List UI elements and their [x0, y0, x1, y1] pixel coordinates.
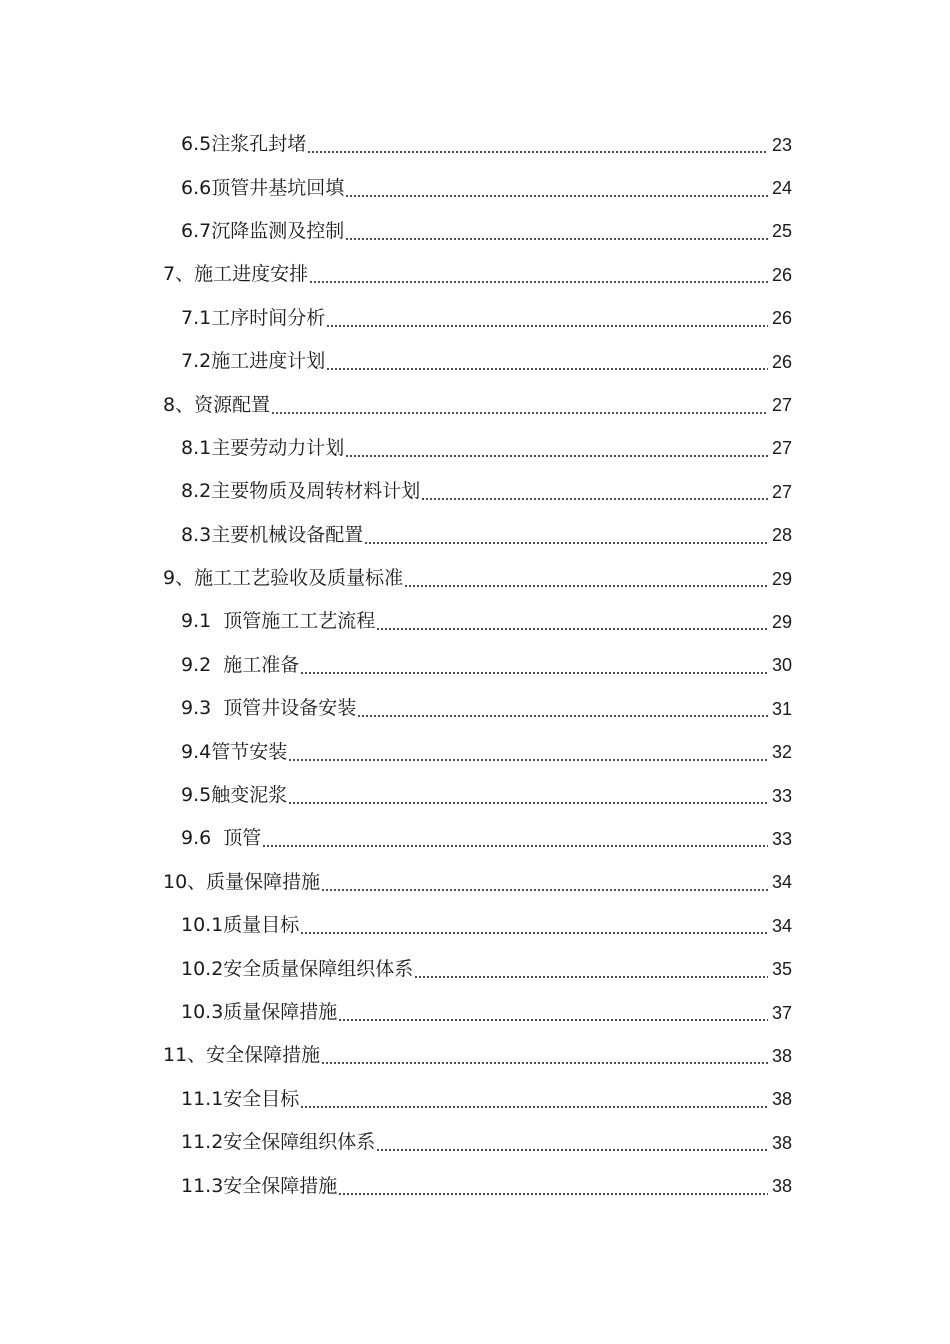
toc-dot-leader	[326, 309, 768, 328]
toc-page-number: 33	[771, 828, 792, 849]
toc-page-number: 37	[771, 1002, 792, 1023]
toc-dot-leader	[288, 743, 768, 762]
toc-entry[interactable]	[0, 514, 792, 557]
toc-page-number: 24	[771, 178, 792, 199]
toc-dot-leader	[300, 916, 768, 935]
toc-page-number: 28	[771, 525, 792, 546]
toc-entry[interactable]	[0, 210, 792, 253]
toc-dot-leader	[376, 612, 768, 631]
toc-entry-title: 8、资源配置	[163, 393, 271, 416]
toc-page-number: 33	[771, 785, 792, 806]
toc-page-number: 23	[771, 134, 792, 155]
toc-entry[interactable]	[0, 383, 792, 426]
toc-page-number: 31	[771, 698, 792, 719]
toc-dot-leader	[321, 873, 768, 892]
toc-dot-leader	[271, 396, 768, 415]
toc-entry-title: 8.2主要物质及周转材料计划	[181, 480, 421, 503]
toc-page-number: 32	[771, 742, 792, 763]
toc-entry-title: 9、施工工艺验收及质量标准	[163, 567, 404, 590]
toc-page-number: 30	[771, 655, 792, 676]
toc-entry[interactable]	[0, 123, 792, 166]
toc-page-number: 38	[771, 1176, 792, 1197]
toc-page-number: 29	[771, 611, 792, 632]
toc-dot-leader	[338, 1003, 768, 1022]
toc-entry[interactable]	[0, 427, 792, 470]
toc-dot-leader	[376, 1133, 768, 1152]
toc-entry[interactable]	[0, 687, 792, 730]
toc-entry[interactable]	[0, 730, 792, 773]
toc-dot-leader	[338, 1177, 768, 1196]
toc-dot-leader	[321, 1046, 768, 1065]
toc-entry-title: 6.7沉降监测及控制	[181, 219, 345, 242]
toc-entry-title: 7.2施工进度计划	[181, 350, 326, 373]
toc-entry[interactable]	[0, 861, 792, 904]
toc-entry-title: 11.1安全目标	[181, 1087, 300, 1110]
toc-dot-leader	[288, 786, 768, 805]
toc-page-number: 27	[771, 395, 792, 416]
toc-page-number: 38	[771, 1089, 792, 1110]
toc-entry-title: 9.4管节安装	[181, 740, 288, 763]
toc-entry-title: 6.6顶管井基坑回填	[181, 176, 345, 199]
toc-page-number: 26	[771, 351, 792, 372]
toc-entry[interactable]	[0, 253, 792, 296]
toc-entry-title: 10.3质量保障措施	[181, 1001, 338, 1023]
toc-dot-leader	[345, 222, 768, 241]
toc-entry-title: 10.2安全质量保障组织体系	[181, 957, 414, 980]
toc-dot-leader	[309, 265, 768, 284]
toc-entry-title: 11、安全保障措施	[163, 1044, 321, 1067]
toc-entry-title: 6.5注浆孔封堵	[181, 133, 307, 156]
toc-dot-leader	[421, 482, 768, 501]
toc-page-number: 34	[771, 915, 792, 936]
toc-entry[interactable]	[0, 947, 792, 990]
toc-page-number: 29	[771, 568, 792, 589]
toc-entry[interactable]	[0, 297, 792, 340]
toc-entry[interactable]	[0, 166, 792, 209]
toc-page-number: 26	[771, 308, 792, 329]
toc-entry[interactable]	[0, 991, 792, 1034]
toc-page-number: 27	[771, 481, 792, 502]
toc-dot-leader	[300, 1090, 768, 1109]
toc-entry[interactable]	[0, 774, 792, 817]
toc-entry-title: 10.1质量目标	[181, 914, 300, 937]
toc-entry-title: 9.2 施工准备	[181, 653, 300, 676]
toc-dot-leader	[404, 569, 768, 588]
toc-entry[interactable]	[0, 1121, 792, 1164]
toc-entry-title: 8.3主要机械设备配置	[181, 523, 364, 546]
toc-entry[interactable]	[0, 644, 792, 687]
toc-page-number: 25	[771, 221, 792, 242]
toc-entry-title: 7.1工序时间分析	[181, 306, 326, 329]
toc-entry-title: 11.2安全保障组织体系	[181, 1131, 376, 1154]
toc-page-number: 27	[771, 438, 792, 459]
toc-entry[interactable]	[0, 557, 792, 600]
toc-dot-leader	[414, 960, 768, 979]
toc-dot-leader	[345, 179, 768, 198]
toc-entry-title: 9.5触变泥浆	[181, 784, 288, 807]
toc-entry-title: 10、质量保障措施	[163, 870, 321, 893]
toc-entry-title: 9.6 顶管	[181, 827, 262, 850]
toc-entry[interactable]	[0, 1078, 792, 1121]
toc-entry[interactable]	[0, 1034, 792, 1077]
toc-page-number: 38	[771, 1132, 792, 1153]
toc-dot-leader	[364, 526, 768, 545]
toc-dot-leader	[307, 135, 768, 154]
toc-page-number: 26	[771, 264, 792, 285]
toc-page-number: 34	[771, 872, 792, 893]
toc-dot-leader	[357, 699, 768, 718]
toc-dot-leader	[300, 656, 768, 675]
toc-page-number: 35	[771, 959, 792, 980]
toc-entry[interactable]	[0, 817, 792, 860]
toc-entry-title: 8.1主要劳动力计划	[181, 436, 345, 459]
toc-entry[interactable]	[0, 600, 792, 643]
table-of-contents	[0, 123, 950, 1208]
toc-entry-title: 9.1 顶管施工工艺流程	[181, 610, 376, 633]
toc-entry[interactable]	[0, 1164, 792, 1207]
toc-entry[interactable]	[0, 470, 792, 513]
toc-entry-title: 11.3安全保障措施	[181, 1174, 338, 1197]
toc-dot-leader	[262, 829, 768, 848]
toc-entry-title: 9.3 顶管井设备安装	[181, 697, 357, 720]
toc-dot-leader	[345, 439, 768, 458]
toc-entry-title: 7、施工进度安排	[163, 263, 309, 286]
toc-dot-leader	[326, 352, 768, 371]
toc-entry[interactable]	[0, 904, 792, 947]
toc-entry[interactable]	[0, 340, 792, 383]
toc-page-number: 38	[771, 1045, 792, 1066]
